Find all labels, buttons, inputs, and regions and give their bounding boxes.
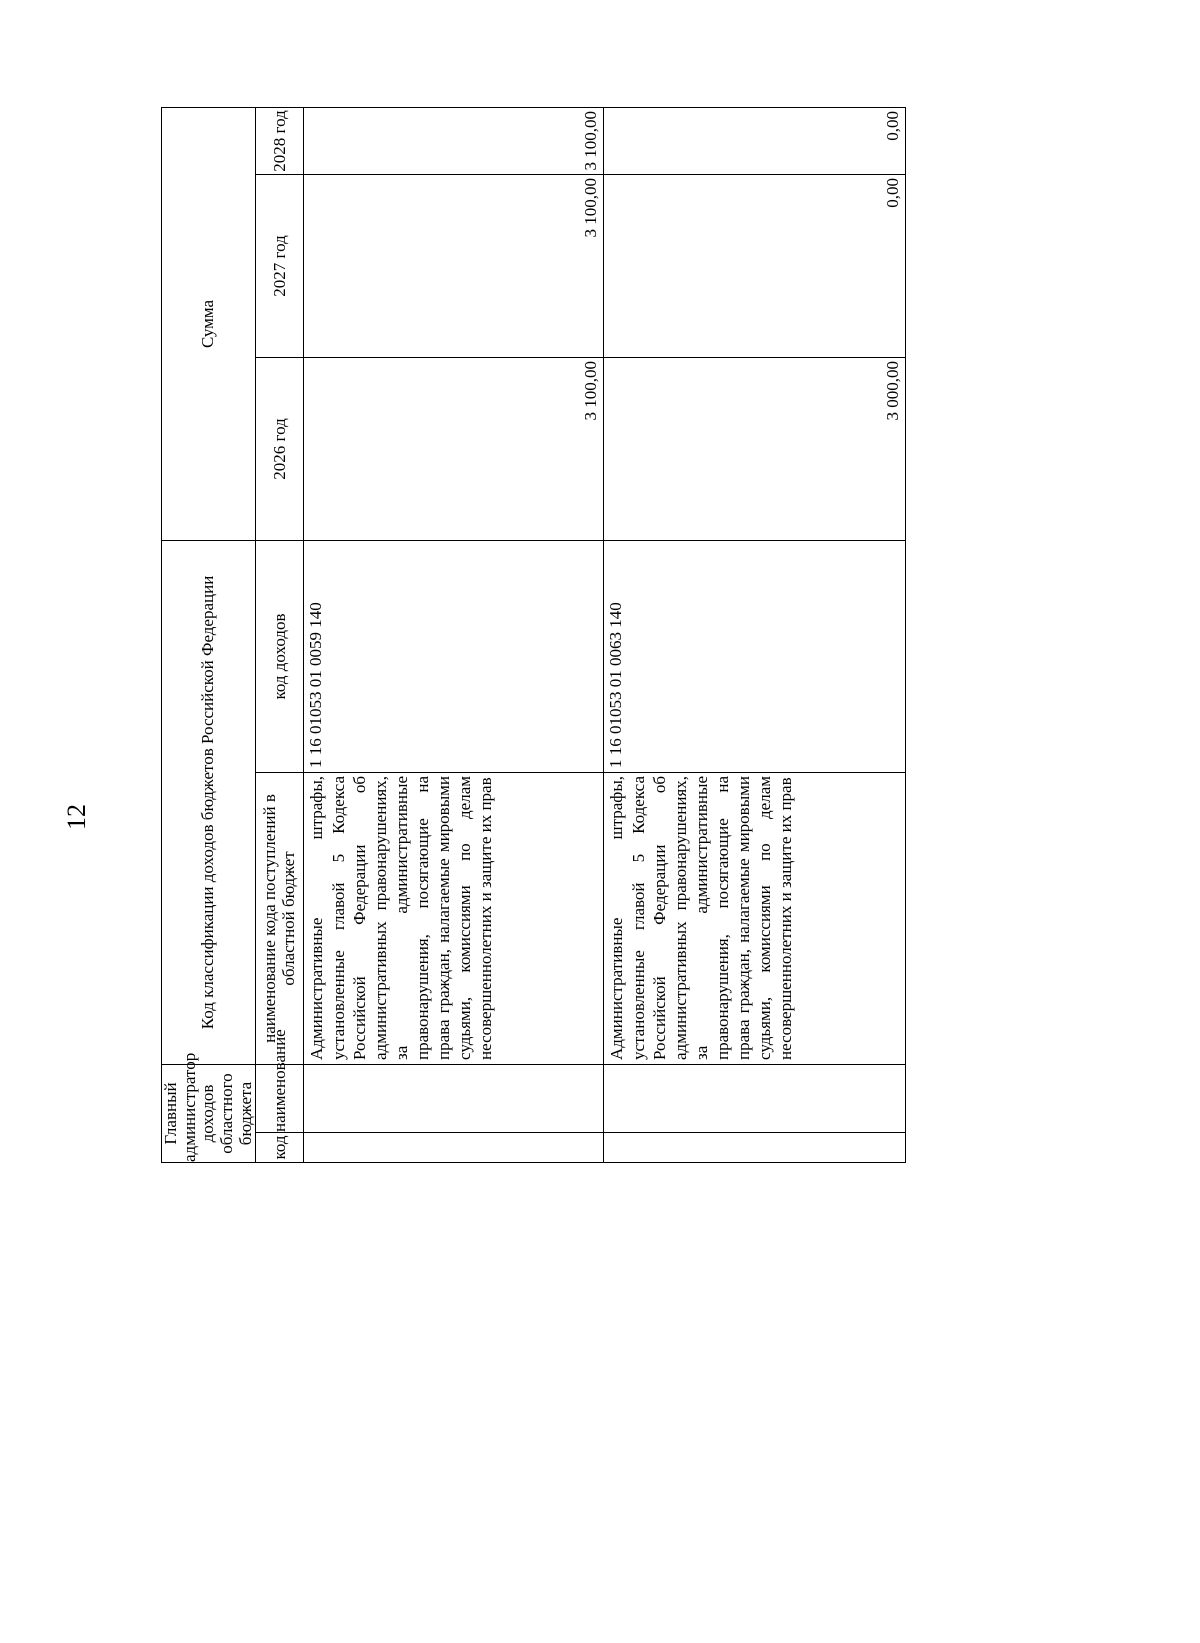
rotated-table-wrapper <box>161 108 903 1163</box>
header-name: наименование <box>256 1065 304 1133</box>
amount-2028-cell: 0,00 <box>604 107 906 174</box>
income-name-cell: Административные штрафы, установленные главой 5 Кодекса Российской Федерации об административных правонарушениях, за административные правонарушения, посягающие на права граждан, налагаемые мировыми судьями, комиссиями по делам несовершеннолетних и защите их прав <box>304 773 604 1065</box>
amount-2026-cell: 3 000,00 <box>604 357 906 540</box>
income-name-cell: Административные штрафы, установленные главой 5 Кодекса Российской Федерации об административных правонарушениях, за административные правонарушения, посягающие на права граждан, налагаемые мировыми судьями, комиссиями по делам несовершеннолетних и защите их прав <box>604 773 906 1065</box>
admin-name-cell <box>304 1065 604 1133</box>
header-sum-group: Сумма <box>162 107 256 540</box>
amount-2027-cell: 0,00 <box>604 174 906 357</box>
income-classification-table <box>161 107 906 1163</box>
table-row <box>604 107 906 1162</box>
header-income-code: код доходов <box>256 540 304 772</box>
admin-name-cell <box>604 1065 906 1133</box>
income-code-cell: 1 16 01053 01 0059 140 <box>304 540 604 772</box>
income-code-cell: 1 16 01053 01 0063 140 <box>604 540 906 772</box>
amount-2028-cell: 3 100,00 <box>304 107 604 174</box>
header-admin-group: Главный администратор доходов областного бюджета <box>161 1052 255 1162</box>
page-number: 12 <box>62 804 91 830</box>
admin-code-cell <box>304 1133 604 1163</box>
header-code: код <box>256 1133 304 1163</box>
table-row <box>304 107 604 1162</box>
header-classification-group: Код классификации доходов бюджетов Российской Федерации <box>162 540 256 1064</box>
admin-code-cell <box>604 1133 906 1163</box>
amount-2027-cell: 3 100,00 <box>304 174 604 357</box>
amount-2026-cell: 3 100,00 <box>304 357 604 540</box>
header-2028: 2028 год <box>256 107 304 174</box>
header-2027: 2027 год <box>256 174 304 357</box>
header-income-name: наименование кода поступлений в областной бюджет <box>256 773 304 1065</box>
header-2026: 2026 год <box>256 357 304 540</box>
